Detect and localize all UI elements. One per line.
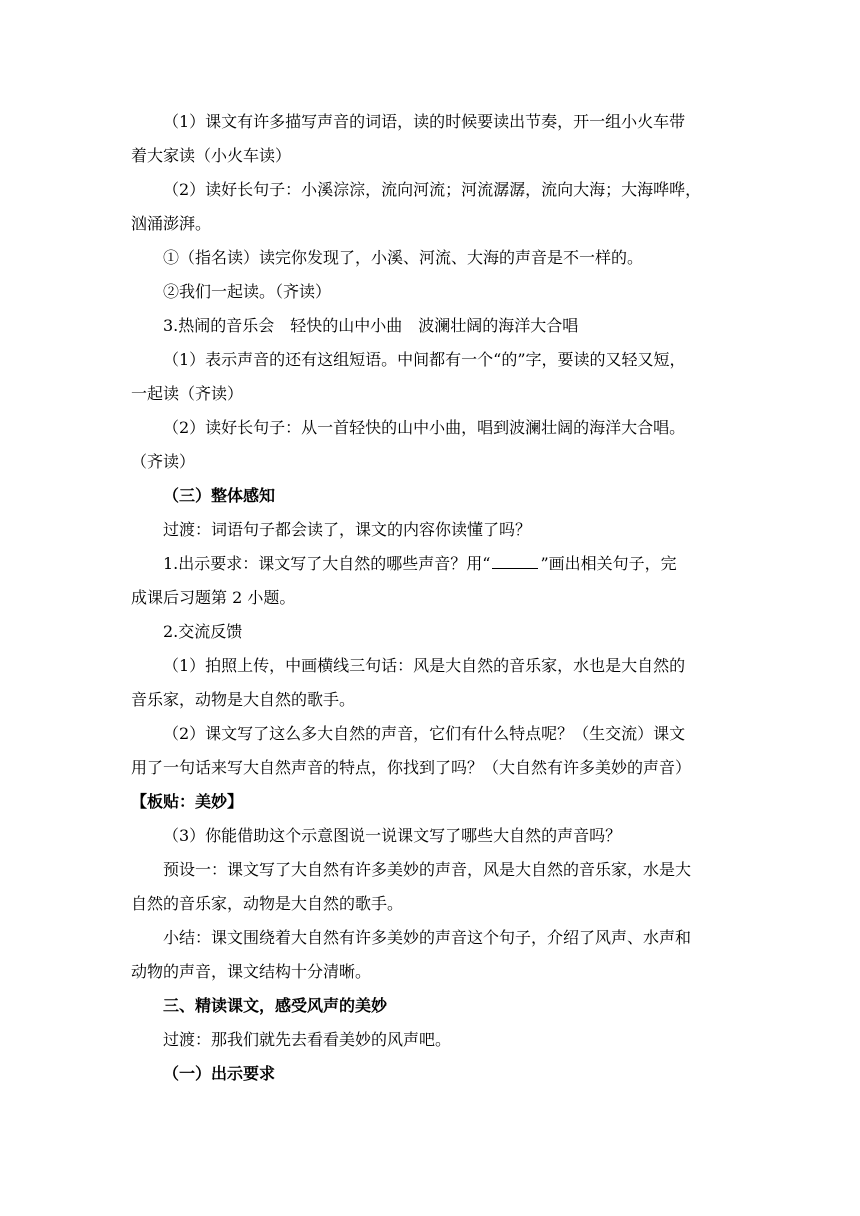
paragraph-line: 2.交流反馈 [163,622,243,641]
requirement-text-end: ”画出相关句子，完 [540,554,677,573]
paragraph-line: 动物的声音，课文结构十分清晰。 [131,962,372,981]
paragraph-line: ②我们一起读。（齐读） [163,282,332,301]
paragraph-line: （2）读好长句子：从一首轻快的山中小曲，唱到波澜壮阔的海洋大合唱。 [163,418,686,437]
paragraph-line: 汹涌澎湃。 [131,214,212,233]
paragraph-line: 小结：课文围绕着大自然有许多美妙的声音这个句子，介绍了风声、水声和 [163,928,692,947]
board-note: 【板贴：美妙】 [131,792,244,811]
paragraph-line: （2）课文写了这么多大自然的声音，它们有什么特点呢？（生交流）课文 [163,724,686,743]
paragraph-line: 过渡：那我们就先去看看美妙的风声吧。 [163,1030,452,1049]
paragraph-line: （1）拍照上传，中画横线三句话：风是大自然的音乐家，水也是大自然的 [163,656,686,675]
paragraph-line: （2）读好长句子：小溪淙淙，流向河流；河流潺潺，流向大海；大海哗哗， [163,180,702,199]
paragraph-line: 用了一句话来写大自然声音的特点，你找到了吗？（大自然有许多美妙的声音） [131,758,692,777]
paragraph-line: （1）表示声音的还有这组短语。中间都有一个“的”字，要读的又轻又短， [163,350,686,369]
underline-blank [492,554,538,569]
paragraph-line: （1）课文有许多描写声音的词语，读的时候要读出节奏，开一组小火车带 [163,112,686,131]
paragraph-line: 一起读（齐读） [131,384,244,403]
paragraph-line [163,554,677,574]
paragraph-line: 3.热闹的音乐会 轻快的山中小曲 波澜壮阔的海洋大合唱 [163,316,579,335]
paragraph-line: 过渡：词语句子都会读了，课文的内容你读懂了吗？ [163,520,532,539]
section-heading: （三）整体感知 [163,486,276,505]
paragraph-line: 音乐家，动物是大自然的歌手。 [131,690,356,709]
paragraph-line: 自然的音乐家，动物是大自然的歌手。 [131,894,404,913]
paragraph-line: ①（指名读）读完你发现了，小溪、河流、大海的声音是不一样的。 [163,248,644,267]
section-heading: 三、精读课文，感受风声的美妙 [163,996,388,1015]
paragraph-line: （3）你能借助这个示意图说一说课文写了哪些大自然的声音吗？ [163,826,622,845]
paragraph-line: 预设一：课文写了大自然有许多美妙的声音，风是大自然的音乐家，水是大 [163,860,692,879]
paragraph-line: 成课后习题第 2 小题。 [131,588,296,607]
requirement-text-start: 1.出示要求：课文写了大自然的哪些声音？用“ [163,554,491,573]
paragraph-line: 着大家读（小火车读） [131,146,292,165]
paragraph-line: （齐读） [131,452,196,471]
section-heading: （一）出示要求 [163,1064,276,1083]
